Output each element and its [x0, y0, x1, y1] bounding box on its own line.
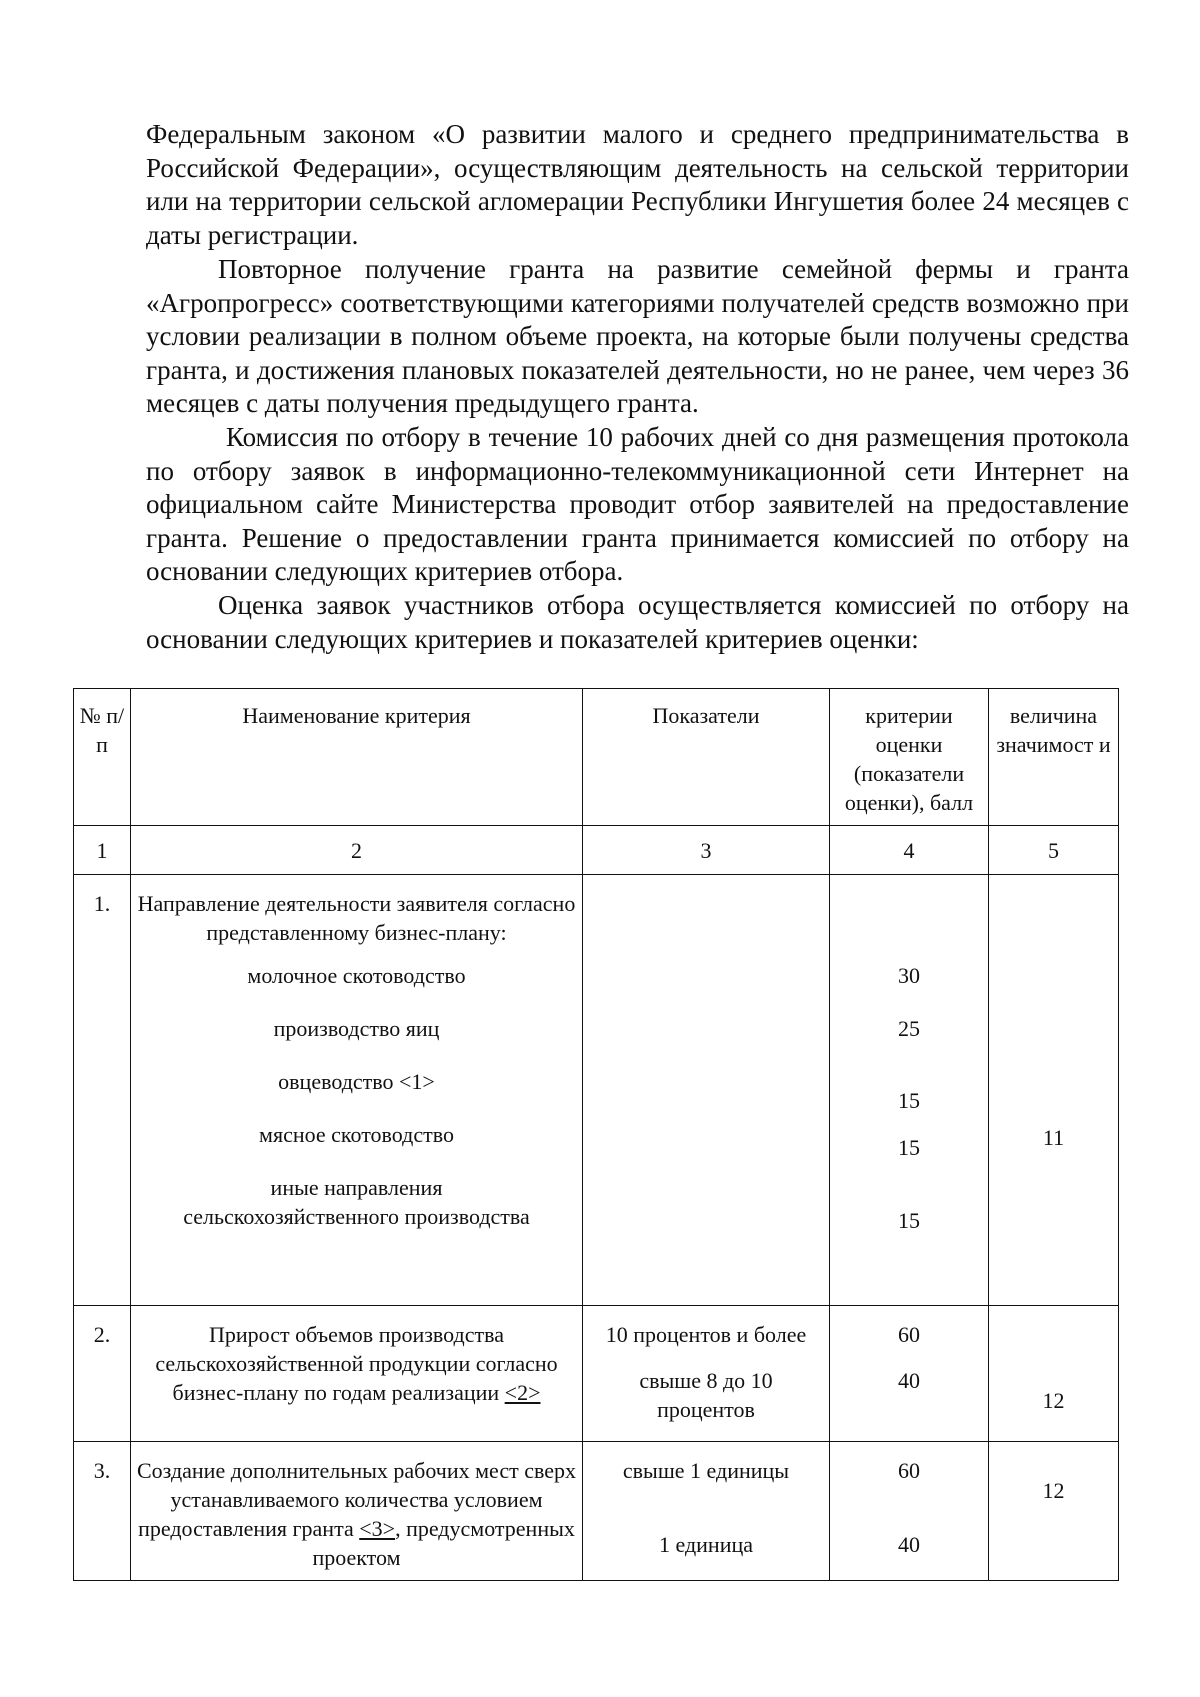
score-value: 30	[898, 963, 920, 988]
criterion-name: Направление деятельности заявителя согласно представленному бизнес-плану:	[137, 891, 576, 945]
table-header-row	[74, 689, 1119, 826]
criterion-name-tail: , предусмотренных проектом	[312, 1516, 575, 1570]
table-row	[74, 875, 1119, 1306]
score-cell	[830, 875, 989, 1306]
paragraph-law-reference: Федеральным законом «О развитии малого и среднего предпринимательства в Российской Федерации», осуществляющим деятельность на сельской территории или на территории сельской агломерации Республики Ингушетия более 24 месяцев с даты регистрации.	[146, 119, 1129, 250]
criterion-cell	[131, 1306, 583, 1442]
score-cell	[830, 1306, 989, 1442]
score-value: 60	[898, 1458, 920, 1483]
score-value: 15	[898, 1088, 920, 1113]
criterion-name: Прирост объемов производства сельскохозяйственной продукции согласно бизнес-плану по годам реализации	[155, 1322, 558, 1405]
indicator-label: 1 единица	[658, 1532, 754, 1557]
row-number: 3.	[74, 1442, 131, 1581]
header-cell-weight: величина значимост и	[989, 689, 1119, 826]
option-label: овцеводство <1>	[278, 1069, 435, 1094]
footnote-ref[interactable]: <3>	[359, 1516, 396, 1541]
column-number: 2	[131, 826, 583, 875]
indicators-cell	[583, 1306, 830, 1442]
criterion-cell	[131, 875, 583, 1306]
option-label: молочное скотоводство	[247, 963, 466, 988]
indicator-label: 10 процентов и более	[605, 1322, 807, 1347]
option-label: мясное скотоводство	[259, 1122, 454, 1147]
criteria-table	[73, 688, 1119, 1581]
table-row	[74, 1442, 1119, 1581]
indicators-cell	[583, 875, 830, 1306]
header-cell-indicators: Показатели	[583, 689, 830, 826]
weight-cell	[989, 875, 1119, 1306]
weight-value: 12	[1042, 1388, 1065, 1413]
header-cell-score: критерии оценки (показатели оценки), балл	[830, 689, 989, 826]
score-value: 15	[898, 1208, 920, 1233]
score-value: 15	[898, 1135, 920, 1160]
weight-value: 11	[1042, 1125, 1065, 1150]
indicators-cell	[583, 1442, 830, 1581]
score-cell	[830, 1442, 989, 1581]
row-number: 2.	[74, 1306, 131, 1442]
table-column-numbers-row	[74, 826, 1119, 875]
indicator-label: свыше 8 до 10 процентов	[639, 1368, 773, 1422]
column-number: 3	[583, 826, 830, 875]
score-value: 25	[898, 1016, 920, 1041]
header-cell-criterion-name: Наименование критерия	[131, 689, 583, 826]
weight-value: 12	[1042, 1478, 1065, 1503]
paragraph-commission: Комиссия по отбору в течение 10 рабочих дней со дня размещения протокола по отбору заявок в информационно-телекоммуникационной сети Интернет на официальном сайте Министерства проводит отбор заявителей на предоставление гранта. Решение о предоставлении гранта принимается комиссией по отбору на основании следующих критериев отбора.	[146, 422, 1129, 586]
weight-cell	[989, 1442, 1119, 1581]
table-row	[74, 1306, 1119, 1442]
column-number: 1	[74, 826, 131, 875]
option-label: производство яиц	[273, 1016, 440, 1041]
indicator-label: свыше 1 единицы	[622, 1458, 790, 1483]
footnote-ref[interactable]: <2>	[504, 1380, 541, 1405]
column-number: 5	[989, 826, 1119, 875]
criterion-cell	[131, 1442, 583, 1581]
weight-cell	[989, 1306, 1119, 1442]
score-value: 60	[898, 1322, 920, 1347]
criterion-name: Создание дополнительных рабочих мест сверх устанавливаемого количества условием предоставления гранта	[136, 1458, 576, 1541]
option-label: иные направления сельскохозяйственного производства	[183, 1175, 530, 1229]
header-cell-number: № п/п	[74, 689, 131, 826]
score-value: 40	[898, 1368, 920, 1393]
row-number: 1.	[74, 875, 131, 1306]
paragraph-repeat-grant: Повторное получение гранта на развитие семейной фермы и гранта «Агропрогресс» соответствующими категориями получателей средств возможно при условии реализации в полном объеме проекта, на которые были получены средства гранта, и достижения плановых показателей деятельности, но не ранее, чем через 36 месяцев с даты получения предыдущего гранта.	[146, 254, 1129, 418]
score-value: 40	[898, 1532, 920, 1557]
paragraph-evaluation: Оценка заявок участников отбора осуществляется комиссией по отбору на основании следующих критериев и показателей критериев оценки:	[146, 590, 1129, 654]
column-number: 4	[830, 826, 989, 875]
